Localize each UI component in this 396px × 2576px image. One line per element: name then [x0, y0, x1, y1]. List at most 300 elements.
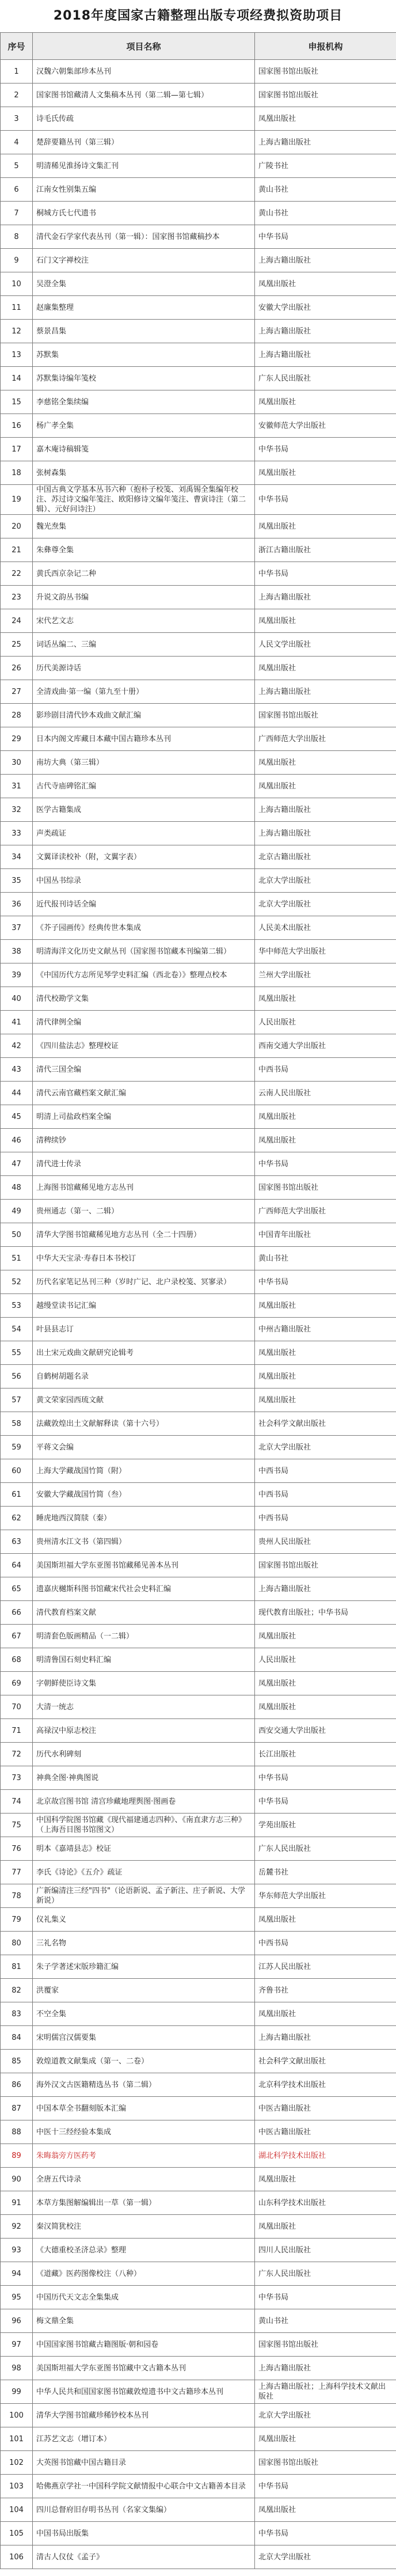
table-row	[1, 2498, 396, 2522]
project-name: 贵州清水江文书（第四辑）	[33, 1530, 255, 1554]
table-row	[1, 2120, 396, 2144]
applicant-org: 上海古籍出版社	[255, 2026, 396, 2050]
project-name: 中国书局出版集	[33, 2522, 255, 2545]
applicant-org: 齐鲁书社	[255, 1979, 396, 2002]
row-number: 105	[1, 2522, 33, 2545]
applicant-org: 广西师范大学出版社	[255, 727, 396, 751]
table-body	[1, 60, 396, 2569]
project-name: 中国丛书综录	[33, 869, 255, 893]
table-row	[1, 107, 396, 131]
table-row	[1, 680, 396, 704]
row-number: 61	[1, 1483, 33, 1507]
applicant-org: 凤凰出版社	[255, 461, 396, 485]
table-row	[1, 272, 396, 296]
row-number: 41	[1, 1011, 33, 1034]
table-row	[1, 1459, 396, 1483]
row-number: 34	[1, 845, 33, 869]
row-number: 84	[1, 2026, 33, 2050]
table-row	[1, 2427, 396, 2451]
table-row	[1, 1388, 396, 1412]
applicant-org: 中华书局	[255, 2475, 396, 2498]
row-number: 18	[1, 461, 33, 485]
table-row	[1, 1743, 396, 1766]
row-number: 44	[1, 1082, 33, 1105]
applicant-org: 凤凰出版社	[255, 515, 396, 538]
project-name: 明清上司盐政档案全编	[33, 1105, 255, 1129]
applicant-org: 凤凰出版社	[255, 1695, 396, 1719]
row-number: 65	[1, 1577, 33, 1601]
table-row	[1, 320, 396, 343]
applicant-org: 人民出版社	[255, 1648, 396, 1672]
project-name: 苏默集	[33, 343, 255, 367]
project-name: 清代进士传录	[33, 1152, 255, 1176]
project-name: 法藏敦煌出土文献解释读（第十六号）	[33, 1412, 255, 1436]
project-name: 中国国家图书馆藏古籍图版·朝和园卷	[33, 2333, 255, 2357]
applicant-org: 凤凰出版社	[255, 1908, 396, 1932]
applicant-org: 西安交通大学出版社	[255, 1719, 396, 1743]
applicant-org: 中华书局	[255, 438, 396, 461]
applicant-org: 中华书局	[255, 2522, 396, 2545]
row-number: 80	[1, 1932, 33, 1955]
project-name: 《中国历代方志所见琴学史料汇编（西北卷）》整理点校本	[33, 963, 255, 987]
project-name: 明清套色版画精品（一二辑）	[33, 1625, 255, 1648]
row-number: 54	[1, 1318, 33, 1341]
applicant-org: 国家图书馆出版社	[255, 2451, 396, 2475]
applicant-org: 中州古籍出版社	[255, 1318, 396, 1341]
row-number: 90	[1, 2168, 33, 2191]
applicant-org: 黄山书社	[255, 178, 396, 202]
applicant-org: 上海古籍出版社	[255, 822, 396, 845]
table-row	[1, 2522, 396, 2545]
project-name: 词话丛编二、三编	[33, 633, 255, 657]
table-row	[1, 2168, 396, 2191]
row-number: 92	[1, 2215, 33, 2239]
project-name: 仪礼集义	[33, 1908, 255, 1932]
row-number: 83	[1, 2002, 33, 2026]
project-name: 《芥子园画传》经典传世本集成	[33, 916, 255, 940]
project-name: 南坊大典（第三辑）	[33, 751, 255, 775]
applicant-org: 凤凰出版社	[255, 657, 396, 680]
row-number: 60	[1, 1459, 33, 1483]
project-name: 清代金石学家代表丛刊（第一辑）：国家图书馆藏稿抄本	[33, 225, 255, 249]
row-number: 36	[1, 893, 33, 916]
table-row	[1, 1766, 396, 1790]
row-number: 71	[1, 1719, 33, 1743]
table-row	[1, 798, 396, 822]
project-name: 宋代艺文志	[33, 609, 255, 633]
row-number: 2	[1, 84, 33, 107]
project-name: 海外汉文古医籍精选丛书（第二辑）	[33, 2073, 255, 2097]
row-number: 19	[1, 485, 33, 515]
table-row	[1, 1082, 396, 1105]
applicant-org: 北京科学技术出版社	[255, 2073, 396, 2097]
row-number: 99	[1, 2380, 33, 2404]
table-row	[1, 1861, 396, 1884]
project-name: 清古人仪仗《孟子》	[33, 2545, 255, 2569]
row-number: 16	[1, 414, 33, 438]
row-number: 29	[1, 727, 33, 751]
table-row	[1, 1483, 396, 1507]
project-name: 中国古典文学基本丛书六种（抱朴子校笺、刘禹锡全集编年校注、苏过诗文编年笺注、欧阳修诗文编年笺注、曹寅诗注（第二辑）、元好问诗注）	[33, 485, 255, 515]
table-row	[1, 562, 396, 586]
row-number: 32	[1, 798, 33, 822]
applicant-org: 中华书局	[255, 1152, 396, 1176]
project-name: 中国历代天文志全集集成	[33, 2286, 255, 2309]
row-number: 10	[1, 272, 33, 296]
row-number: 6	[1, 178, 33, 202]
row-number: 101	[1, 2427, 33, 2451]
row-number: 22	[1, 562, 33, 586]
project-name: 神典全图·神典图说	[33, 1766, 255, 1790]
row-number: 28	[1, 704, 33, 727]
project-name: 越缦堂读书记汇编	[33, 1294, 255, 1318]
project-name: 黄氏西京杂记二种	[33, 562, 255, 586]
project-name: 声类疏证	[33, 822, 255, 845]
row-number: 27	[1, 680, 33, 704]
row-number: 37	[1, 916, 33, 940]
table-row	[1, 1105, 396, 1129]
applicant-org: 北京大学出版社	[255, 2545, 396, 2569]
project-name: 历代美源诗话	[33, 657, 255, 680]
project-name: 字朝鲜使臣诗文集	[33, 1672, 255, 1695]
row-number: 106	[1, 2545, 33, 2569]
project-name: 清代律例全编	[33, 1011, 255, 1034]
table-row	[1, 2144, 396, 2168]
applicant-org: 凤凰出版社	[255, 987, 396, 1011]
header-no: 序号	[1, 33, 33, 60]
table-row	[1, 2191, 396, 2215]
project-name: 北京故宫图书馆 清宫珍藏地理舆图·图画卷	[33, 1790, 255, 1814]
applicant-org: 中华书局	[255, 1790, 396, 1814]
table-row	[1, 60, 396, 84]
row-number: 78	[1, 1884, 33, 1908]
applicant-org: 中华书局	[255, 225, 396, 249]
applicant-org: 上海古籍出版社	[255, 343, 396, 367]
row-number: 85	[1, 2050, 33, 2073]
applicant-org: 安徽师范大学出版社	[255, 414, 396, 438]
project-name: 四川总督府旧存明书丛刊（名家文集编）	[33, 2498, 255, 2522]
table-row	[1, 2309, 396, 2333]
project-name: 江苏艺文志（增订本）	[33, 2427, 255, 2451]
table-row	[1, 438, 396, 461]
applicant-org: 华东师范大学出版社	[255, 1884, 396, 1908]
row-number: 63	[1, 1530, 33, 1554]
table-row	[1, 751, 396, 775]
project-name: 历代名家笔记丛刊三种（岁时广记、北户录校笺、冥寥录）	[33, 1270, 255, 1294]
table-row	[1, 414, 396, 438]
table-row	[1, 2239, 396, 2262]
applicant-org: 上海古籍出版社	[255, 798, 396, 822]
project-name: 蔡景昌集	[33, 320, 255, 343]
applicant-org: 中华书局	[255, 2286, 396, 2309]
applicant-org: 中医古籍出版社	[255, 2120, 396, 2144]
project-name: 江南女性别集五编	[33, 178, 255, 202]
table-row	[1, 225, 396, 249]
row-number: 17	[1, 438, 33, 461]
project-name: 美国斯坦福大学东亚图书馆藏稀见善本丛刊	[33, 1554, 255, 1577]
table-row	[1, 1932, 396, 1955]
applicant-org: 岳麓书社	[255, 1861, 396, 1884]
table-row	[1, 1672, 396, 1695]
row-number: 14	[1, 367, 33, 390]
row-number: 73	[1, 1766, 33, 1790]
row-number: 56	[1, 1365, 33, 1388]
project-name: 美国斯坦福大学东亚图书馆藏中文古籍本丛刊	[33, 2357, 255, 2380]
applicant-org: 上海古籍出版社	[255, 320, 396, 343]
row-number: 4	[1, 131, 33, 154]
table-row	[1, 1507, 396, 1530]
table-row	[1, 2333, 396, 2357]
table-row	[1, 1034, 396, 1058]
project-name: 宋明儒宫汉儒要集	[33, 2026, 255, 2050]
table-row	[1, 822, 396, 845]
row-number: 95	[1, 2286, 33, 2309]
table-row	[1, 2073, 396, 2097]
applicant-org: 国家图书馆出版社	[255, 60, 396, 84]
table-row	[1, 131, 396, 154]
row-number: 76	[1, 1837, 33, 1861]
row-number: 49	[1, 1200, 33, 1223]
table-row	[1, 367, 396, 390]
applicant-org: 凤凰出版社	[255, 775, 396, 798]
applicant-org: 人民美术出版社	[255, 916, 396, 940]
applicant-org: 中华书局	[255, 562, 396, 586]
project-name: 近代报刊诗话全编	[33, 893, 255, 916]
row-number: 43	[1, 1058, 33, 1082]
applicant-org: 现代教育出版社；中华书局	[255, 1601, 396, 1625]
table-row	[1, 1979, 396, 2002]
project-name: 明清稀见淮扬诗文集汇刊	[33, 154, 255, 178]
applicant-org: 凤凰出版社	[255, 1341, 396, 1365]
table-row	[1, 2475, 396, 2498]
project-name: 本草方集图解编辑出一草（第一辑）	[33, 2191, 255, 2215]
row-number: 35	[1, 869, 33, 893]
applicant-org: 凤凰出版社	[255, 2498, 396, 2522]
row-number: 3	[1, 107, 33, 131]
row-number: 96	[1, 2309, 33, 2333]
row-number: 102	[1, 2451, 33, 2475]
row-number: 1	[1, 60, 33, 84]
project-name: 三礼名物	[33, 1932, 255, 1955]
applicant-org: 上海古籍出版社；上海科学技术文献出版社	[255, 2380, 396, 2404]
table-row	[1, 1152, 396, 1176]
table-row	[1, 1436, 396, 1459]
project-name: 清代三国全编	[33, 1058, 255, 1082]
project-name: 上海大学藏战国竹简（附）	[33, 1459, 255, 1483]
applicant-org: 四川人民出版社	[255, 2239, 396, 2262]
row-number: 23	[1, 586, 33, 609]
applicant-org: 学苑出版社	[255, 1814, 396, 1837]
row-number: 68	[1, 1648, 33, 1672]
applicant-org: 凤凰出版社	[255, 1365, 396, 1388]
applicant-org: 黄山书社	[255, 2309, 396, 2333]
project-name: 国家图书馆藏清人文集稿本丛刊（第二辑—第七辑）	[33, 84, 255, 107]
project-name: 楚辞要籍丛刊（第三辑）	[33, 131, 255, 154]
row-number: 62	[1, 1507, 33, 1530]
project-name: 全唐五代诗录	[33, 2168, 255, 2191]
table-row	[1, 343, 396, 367]
project-name: 自鹤树胡题名录	[33, 1365, 255, 1388]
row-number: 12	[1, 320, 33, 343]
project-name: 日本内阁文库藏日本藏中国古籍珍本丛刊	[33, 727, 255, 751]
project-name: 诗毛氏传疏	[33, 107, 255, 131]
project-name: 《四川盐法志》整理校证	[33, 1034, 255, 1058]
row-number: 38	[1, 940, 33, 963]
applicant-org: 北京大学出版社	[255, 869, 396, 893]
applicant-org: 北京大学出版社	[255, 893, 396, 916]
table-row	[1, 296, 396, 320]
applicant-org: 凤凰出版社	[255, 2002, 396, 2026]
row-number: 88	[1, 2120, 33, 2144]
row-number: 55	[1, 1341, 33, 1365]
row-number: 31	[1, 775, 33, 798]
table-row	[1, 1200, 396, 1223]
applicant-org: 社会科学文献出版社	[255, 1412, 396, 1436]
table-row	[1, 2050, 396, 2073]
applicant-org: 凤凰出版社	[255, 1672, 396, 1695]
row-number: 50	[1, 1223, 33, 1247]
row-number: 82	[1, 1979, 33, 2002]
table-row	[1, 249, 396, 272]
project-name: 朱彝尊全集	[33, 538, 255, 562]
project-name: 清稗续钞	[33, 1129, 255, 1152]
row-number: 39	[1, 963, 33, 987]
applicant-org: 华中师范大学出版社	[255, 940, 396, 963]
applicant-org: 社会科学文献出版社	[255, 2050, 396, 2073]
project-name: 汉魏六朝集部珍本丛刊	[33, 60, 255, 84]
project-name: 清代校勘学文集	[33, 987, 255, 1011]
row-number: 74	[1, 1790, 33, 1814]
project-name: 苏默集诗编年笺校	[33, 367, 255, 390]
table-row	[1, 178, 396, 202]
table-row	[1, 1719, 396, 1743]
project-name: 高禄汉中原志校注	[33, 1719, 255, 1743]
table-row	[1, 2380, 396, 2404]
table-row	[1, 1412, 396, 1436]
header-row	[1, 33, 396, 60]
row-number: 94	[1, 2262, 33, 2286]
table-row	[1, 586, 396, 609]
applicant-org: 中华书局	[255, 1270, 396, 1294]
project-name: 秦汉简犹校注	[33, 2215, 255, 2239]
project-name: 叶县县志订	[33, 1318, 255, 1341]
table-row	[1, 1884, 396, 1908]
applicant-org: 北京古籍出版社	[255, 845, 396, 869]
row-number: 11	[1, 296, 33, 320]
project-name: 黄文荣家园西琉文献	[33, 1388, 255, 1412]
applicant-org: 黄山书社	[255, 1247, 396, 1270]
table-row	[1, 390, 396, 414]
project-name: 古代寺庙碑铭汇编	[33, 775, 255, 798]
project-name: 杨广孝全集	[33, 414, 255, 438]
project-name: 中华人民共和国国家图书馆藏敦煌遗书中文古籍珍本丛刊	[33, 2380, 255, 2404]
applicant-org: 凤凰出版社	[255, 390, 396, 414]
row-number: 21	[1, 538, 33, 562]
row-number: 40	[1, 987, 33, 1011]
applicant-org: 凤凰出版社	[255, 2427, 396, 2451]
row-number: 104	[1, 2498, 33, 2522]
row-number: 46	[1, 1129, 33, 1152]
table-row	[1, 2286, 396, 2309]
applicant-org: 山东科学技术出版社	[255, 2191, 396, 2215]
project-name: 朱晦翁旁方医药考	[33, 2144, 255, 2168]
applicant-org: 中西书局	[255, 1058, 396, 1082]
project-name: 《道藏》医药图像校注（八种）	[33, 2262, 255, 2286]
row-number: 81	[1, 1955, 33, 1979]
table-row	[1, 1814, 396, 1837]
project-name: 贵州通志（第一、二辑）	[33, 1200, 255, 1223]
row-number: 30	[1, 751, 33, 775]
applicant-org: 广西师范大学出版社	[255, 1200, 396, 1223]
table-row	[1, 704, 396, 727]
applicant-org: 凤凰出版社	[255, 751, 396, 775]
row-number: 97	[1, 2333, 33, 2357]
table-row	[1, 485, 396, 515]
table-row	[1, 1294, 396, 1318]
table-row	[1, 2451, 396, 2475]
project-name: 升说文韵丛书编	[33, 586, 255, 609]
table-row	[1, 2262, 396, 2286]
applicant-org: 凤凰出版社	[255, 609, 396, 633]
applicant-org: 上海古籍出版社	[255, 680, 396, 704]
applicant-org: 中国青年出版社	[255, 1223, 396, 1247]
project-name: 明清鲁国石刻史料汇编	[33, 1648, 255, 1672]
table-row	[1, 845, 396, 869]
table-row	[1, 2404, 396, 2427]
row-number: 91	[1, 2191, 33, 2215]
project-name: 广新编清注三经"四书"（论语新说、孟子新注、庄子新说、大学新说）	[33, 1884, 255, 1908]
table-row	[1, 1601, 396, 1625]
applicant-org: 广东人民出版社	[255, 367, 396, 390]
applicant-org: 凤凰出版社	[255, 2168, 396, 2191]
table-row	[1, 1790, 396, 1814]
row-number: 51	[1, 1247, 33, 1270]
page-title: 2018年度国家古籍整理出版专项经费拟资助项目	[53, 9, 343, 23]
project-name: 敦煌道教文献集成（第一、二卷）	[33, 2050, 255, 2073]
table-row	[1, 1129, 396, 1152]
applicant-org: 凤凰出版社	[255, 1294, 396, 1318]
project-name: 医学古籍集成	[33, 798, 255, 822]
project-name: 中华大天宝录·寿春日本书校订	[33, 1247, 255, 1270]
project-name: 《大德重校圣济总录》整理	[33, 2239, 255, 2262]
table-row	[1, 538, 396, 562]
row-number: 52	[1, 1270, 33, 1294]
applicant-org: 上海古籍出版社	[255, 1577, 396, 1601]
table-row	[1, 1341, 396, 1365]
table-row	[1, 1554, 396, 1577]
applicant-org: 贵州人民出版社	[255, 1530, 396, 1554]
project-name: 李氏《诗论》《五介》疏证	[33, 1861, 255, 1884]
applicant-org: 凤凰出版社	[255, 107, 396, 131]
row-number: 48	[1, 1176, 33, 1200]
applicant-org: 凤凰出版社	[255, 1625, 396, 1648]
row-number: 72	[1, 1743, 33, 1766]
project-name: 大清一统志	[33, 1695, 255, 1719]
table-header	[1, 33, 396, 60]
project-name: 哈佛燕京学社一中国科学院文献情报中心联合中文古籍善本目录	[33, 2475, 255, 2498]
applicant-org: 北京大学出版社	[255, 1436, 396, 1459]
table-row	[1, 84, 396, 107]
applicant-org: 中西书局	[255, 1932, 396, 1955]
row-number: 58	[1, 1412, 33, 1436]
applicant-org: 凤凰出版社	[255, 1388, 396, 1412]
project-name: 影珍剧目清代钞本戏曲文献汇编	[33, 704, 255, 727]
row-number: 20	[1, 515, 33, 538]
applicant-org: 国家图书馆出版社	[255, 1176, 396, 1200]
table-row	[1, 1365, 396, 1388]
project-name: 文翼译读校补（附，文翼字表）	[33, 845, 255, 869]
project-name: 魏光焘集	[33, 515, 255, 538]
